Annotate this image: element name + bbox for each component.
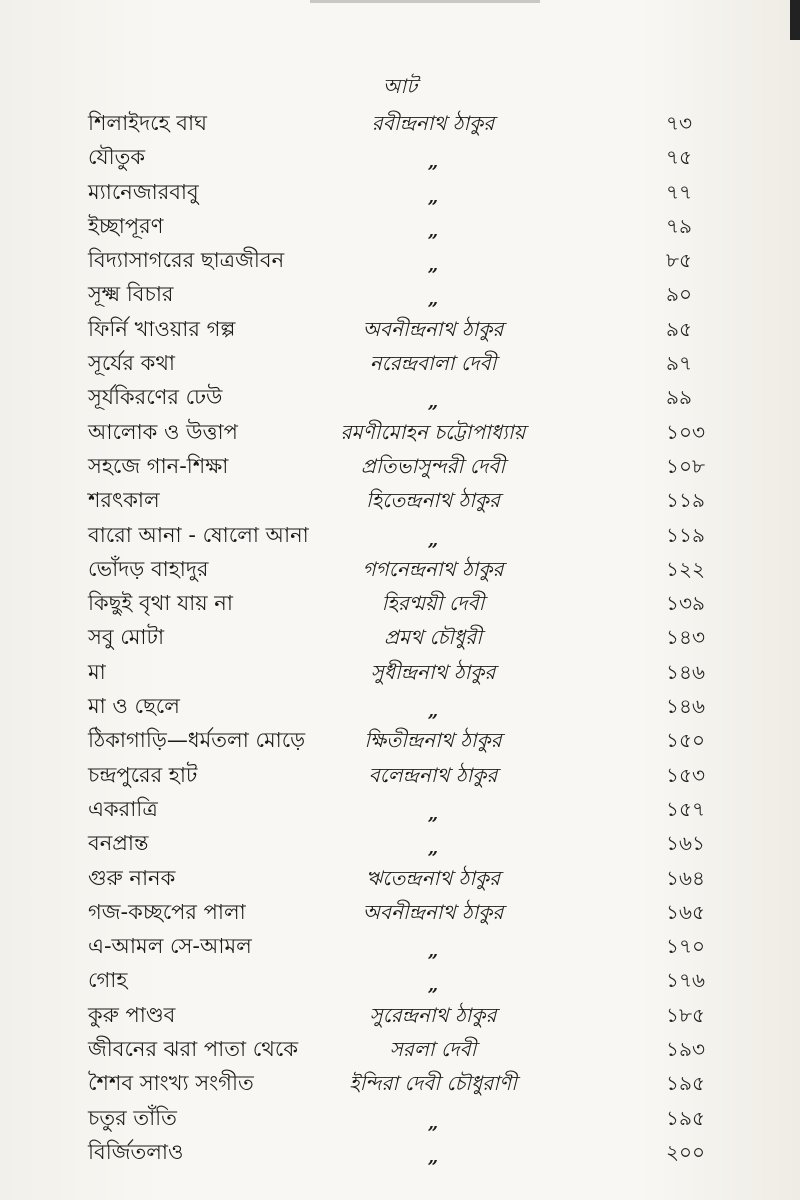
entry-page-number: ১১৯: [666, 522, 705, 547]
entry-page-number: ১৪৬: [666, 659, 705, 684]
entry-title: গজ-কচ্ছপের পালা: [88, 899, 246, 924]
entry-page-number: ৭৫: [666, 145, 692, 170]
entry-page-number: ৮৫: [666, 248, 692, 273]
entry-author: গগনেন্দ্রনাথ ঠাকুর: [362, 556, 504, 581]
entry-title: চতুর তাঁতি: [88, 1105, 177, 1130]
toc-entry: [88, 1032, 728, 1066]
entry-page-number: ১৭৬: [666, 968, 705, 993]
entry-author: নরেন্দ্রবালা দেবী: [369, 351, 497, 376]
entry-title: ম্যানেজারবাবু: [88, 179, 199, 204]
entry-page-number: ১৫০: [666, 728, 705, 753]
toc-entry: [88, 346, 728, 380]
entry-author: হিতেন্দ্রনাথ ঠাকুর: [366, 488, 500, 513]
toc-entry: [88, 861, 728, 895]
entry-title: জীবনের ঝরা পাতা থেকে: [88, 1037, 299, 1062]
toc-entry: [88, 929, 728, 963]
toc-entry: [88, 723, 728, 757]
entry-title: বারো আনা - ষোলো আনা: [88, 522, 309, 547]
toc-entry: [88, 689, 728, 723]
toc-entry: [88, 106, 728, 140]
ditto-mark: „: [427, 186, 439, 208]
entry-author: রবীন্দ্রনাথ ঠাকুর: [371, 111, 495, 135]
entry-page-number: ১২২: [666, 556, 705, 581]
entry-title: যৌতুক: [88, 145, 146, 170]
toc-entry: [88, 243, 728, 277]
entry-author: হিরণ্ময়ী দেবী: [381, 591, 485, 616]
entry-title: সবু মোটা: [88, 625, 165, 650]
entry-author: সুধীন্দ্রনাথ ঠাকুর: [370, 659, 496, 684]
toc-entry: [88, 380, 728, 414]
entry-page-number: ৯৯: [666, 385, 692, 410]
entry-page-number: ১৯৫: [666, 1105, 705, 1130]
entry-title: গোহ: [88, 968, 128, 993]
entry-author: ক্ষিতীন্দ্রনাথ ঠাকুর: [364, 728, 502, 753]
entry-page-number: ১৯৫: [666, 1071, 705, 1096]
entry-page-number: ২০০: [666, 1139, 706, 1164]
entry-author: ইন্দিরা দেবী চৌধুরাণী: [349, 1071, 517, 1096]
toc-entry: [88, 1135, 728, 1169]
entry-title: মা: [88, 659, 106, 684]
entry-page-number: ১৪৬: [666, 694, 705, 719]
entry-title: আলোক ও উত্তাপ: [88, 419, 238, 444]
entry-title: বনপ্রান্ত: [88, 831, 149, 856]
ditto-mark: „: [427, 838, 439, 860]
entry-author: প্রতিভাসুন্দরী দেবী: [360, 453, 506, 478]
toc-entry: [88, 415, 728, 449]
entry-title: সূক্ষ্ম বিচার: [88, 282, 174, 307]
entry-page-number: ১৬৫: [666, 899, 705, 924]
ditto-mark: „: [427, 803, 439, 825]
entry-page-number: ১৬১: [666, 831, 705, 856]
ditto-mark: „: [427, 1112, 439, 1134]
table-of-contents: [88, 106, 728, 1169]
toc-entry: [88, 963, 728, 997]
entry-title: বিদ্যাসাগরের ছাত্রজীবন: [88, 248, 285, 273]
ditto-mark: „: [427, 529, 439, 551]
entry-title: মা ও ছেলে: [88, 694, 180, 719]
entry-author: বলেন্দ্রনাথ ঠাকুর: [368, 762, 498, 787]
entry-title: ফির্নি খাওয়ার গল্প: [88, 316, 236, 341]
entry-page-number: ৭৩: [666, 111, 693, 135]
entry-page-number: ১৩৯: [666, 591, 705, 616]
entry-author: সরলা দেবী: [389, 1037, 477, 1062]
ditto-mark: „: [427, 1146, 439, 1168]
entry-title: শরৎকাল: [88, 488, 160, 513]
entry-page-number: ১০৩: [666, 419, 705, 444]
toc-entry: [88, 655, 728, 689]
entry-page-number: ৭৭: [666, 179, 693, 204]
entry-title: বির্জিতলাও: [88, 1139, 184, 1164]
entry-author: রমণীমোহন চট্টোপাধ্যায়: [340, 419, 526, 444]
ditto-mark: „: [427, 152, 439, 174]
toc-entry: [88, 826, 728, 860]
toc-entry: [88, 518, 728, 552]
entry-page-number: ১০৮: [666, 453, 705, 478]
entry-title: ভোঁদড় বাহাদুর: [88, 556, 209, 581]
entry-page-number: ৯০: [666, 282, 692, 307]
toc-entry: [88, 1101, 728, 1135]
toc-entry: [88, 483, 728, 517]
entry-page-number: ৯৭: [666, 351, 692, 376]
entry-title: এ-আমল সে-আমল: [88, 934, 252, 959]
top-rule: [310, 0, 540, 3]
entry-author: অবনীন্দ্রনাথ ঠাকুর: [362, 899, 504, 924]
entry-page-number: ১৬৪: [666, 865, 705, 890]
entry-title: শৈশব সাংখ্য সংগীত: [88, 1071, 254, 1096]
entry-title: কিছুই বৃথা যায় না: [88, 591, 233, 616]
entry-title: কুরু পাণ্ডব: [88, 1002, 176, 1027]
ditto-mark: „: [427, 701, 439, 723]
toc-entry: [88, 312, 728, 346]
ditto-mark: „: [427, 289, 439, 311]
toc-entry: [88, 758, 728, 792]
entry-title: চন্দ্রপুরের হাট: [88, 762, 198, 787]
entry-author: সুরেন্দ্রনাথ ঠাকুর: [369, 1002, 497, 1027]
entry-title: ইচ্ছাপূরণ: [88, 213, 164, 238]
entry-title: সূর্যকিরণের ঢেউ: [88, 385, 223, 410]
entry-page-number: ১৫৭: [666, 796, 705, 821]
toc-entry: [88, 209, 728, 243]
ditto-mark: „: [427, 220, 439, 242]
entry-title: শিলাইদহে বাঘ: [88, 111, 208, 135]
entry-page-number: ১৯৩: [666, 1037, 705, 1062]
toc-entry: [88, 140, 728, 174]
page-number-label: আট: [382, 74, 418, 98]
toc-entry: [88, 998, 728, 1032]
toc-entry: [88, 620, 728, 654]
entry-title: গুরু নানক: [88, 865, 176, 890]
toc-entry: [88, 895, 728, 929]
page-edge-shadow: [790, 0, 800, 40]
entry-page-number: ১৪৩: [666, 625, 705, 650]
entry-title: ঠিকাগাড়ি—ধর্মতলা মোড়ে: [88, 728, 306, 753]
toc-entry: [88, 552, 728, 586]
ditto-mark: „: [427, 975, 439, 997]
toc-entry: [88, 449, 728, 483]
toc-entry: [88, 586, 728, 620]
entry-page-number: ৯৫: [666, 316, 692, 341]
entry-page-number: ১৫৩: [666, 762, 705, 787]
entry-title: একরাত্রি: [88, 796, 158, 821]
ditto-mark: „: [427, 392, 439, 414]
entry-author: অবনীন্দ্রনাথ ঠাকুর: [362, 316, 504, 341]
ditto-mark: „: [427, 941, 439, 963]
entry-author: ঋতেন্দ্রনাথ ঠাকুর: [365, 865, 501, 890]
toc-entry: [88, 175, 728, 209]
entry-page-number: ১৮৫: [666, 1002, 705, 1027]
entry-page-number: ১১৯: [666, 488, 705, 513]
entry-author: প্রমথ চৌধুরী: [384, 625, 482, 650]
entry-title: সহজে গান-শিক্ষা: [88, 453, 229, 478]
entry-page-number: ১৭০: [666, 934, 705, 959]
toc-entry: [88, 277, 728, 311]
toc-entry: [88, 1066, 728, 1100]
toc-entry: [88, 792, 728, 826]
entry-page-number: ৭৯: [666, 213, 692, 238]
entry-title: সূর্যের কথা: [88, 351, 176, 376]
ditto-mark: „: [427, 255, 439, 277]
